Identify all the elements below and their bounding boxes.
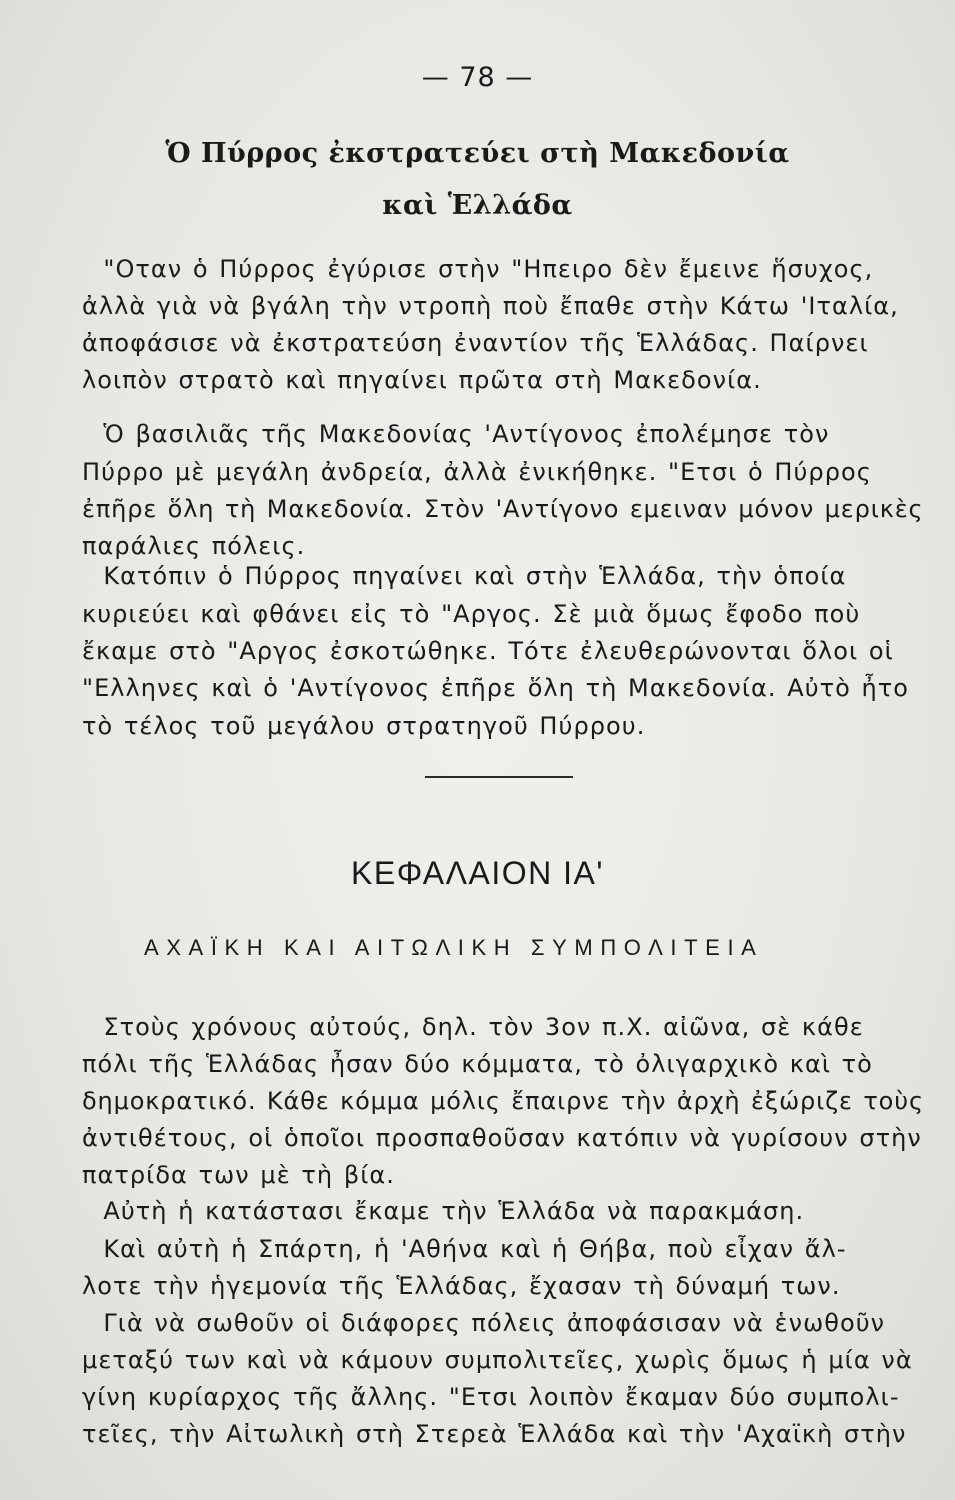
text-line: λοιπὸν στρατὸ καὶ πηγαίνει πρῶτα στὴ Μακεδονία. [82,366,762,394]
section-title: ΑΧΑΪΚΗ ΚΑΙ ΑΙΤΩΛΙΚΗ ΣΥΜΠΟΛΙΤΕΙΑ [144,935,764,960]
text-line: "Ελληνες καὶ ὁ 'Αντίγονος ἐπῆρε ὅλη τὴ Μακεδονία. Αὐτὸ ἦτο [82,674,910,702]
text-line: ἀποφάσισε νὰ ἐκστρατεύση ἐναντίον τῆς Ἑλλάδας. Παίρνει [82,329,869,357]
text-line: γίνη κυρίαρχος τῆς ἄλλης. "Ετσι λοιπὸν ἔκαμαν δύο συμπολι- [82,1383,900,1411]
text-line: Πύρρο μὲ μεγάλη ἀνδρεία, ἀλλὰ ἐνικήθηκε. "Ετσι ὁ Πύρρος [82,458,872,486]
text-line: ἀλλὰ γιὰ νὰ βγάλη τὴν ντροπὴ ποὺ ἔπαθε στὴν Κάτω 'Ιταλία, [82,292,899,320]
text-line: ἐπῆρε ὅλη τὴ Μακεδονία. Στὸν 'Αντίγονο εμειναν μόνον μερικὲς [82,495,924,523]
text-line: Γιὰ νὰ σωθοῦν οἱ διάφορες πόλεις ἀποφάσισαν νὰ ἑνωθοῦν [82,1309,886,1337]
text-line: λοτε τὴν ἡγεμονία τῆς Ἑλλάδας, ἔχασαν τὴ δύναμή των. [82,1272,841,1300]
chapter-title: ΚΕΦΑΛΑΙΟΝ ΙΑ' [351,855,604,891]
text-line: Στοὺς χρόνους αὐτούς, δηλ. τὸν 3ον π.Χ. αἰῶνα, σὲ κάθε [82,1013,864,1041]
text-line: δημοκρατικό. Κάθε κόμμα μόλις ἔπαιρνε τὴν ἀρχὴ ἐξώριζε τοὺς [82,1087,924,1115]
text-line: πατρίδα των μὲ τὴ βία. [82,1161,395,1189]
text-line: Καὶ αὐτὴ ἡ Σπάρτη, ἡ 'Αθήνα καὶ ἡ Θήβα, ποὺ εἶχαν ἄλ- [82,1235,847,1263]
text-line: τὸ τέλος τοῦ μεγάλου στρατηγοῦ Πύρρου. [82,712,646,740]
text-line: παράλιες πόλεις. [82,532,306,560]
text-line: ἔκαμε στὸ "Αργος ἐσκοτώθηκε. Τότε ἐλευθερώνονται ὅλοι οἱ [82,637,894,665]
page-number: — 78 — [421,62,534,93]
text-line: Ὁ βασιλιᾶς τῆς Μακεδονίας 'Αντίγονος ἐπολέμησε τὸν [82,420,830,448]
text-line: κυριεύει καὶ φθάνει εἰς τὸ "Αργος. Σὲ μιὰ ὅμως ἔφοδο ποὺ [82,600,861,628]
text-line: Κατόπιν ὁ Πύρρος πηγαίνει καὶ στὴν Ἑλλάδα, τὴν ὁποία [82,562,847,590]
text-line: τεῖες, τὴν Αἰτωλικὴ στὴ Στερεὰ Ἑλλάδα καὶ τὴν 'Αχαϊκὴ στὴν [82,1420,907,1448]
section-heading-line-1: Ὁ Πύρρος ἐκστρατεύει στὴ Μακεδονία [165,138,790,169]
section-heading-line-2: καὶ Ἑλλάδα [382,190,573,221]
text-line: "Οταν ὁ Πύρρος ἐγύρισε στὴν "Ηπειρο δὲν ἔμεινε ἥσυχος, [82,255,874,283]
section-divider [425,776,573,778]
text-line: πόλι τῆς Ἑλλάδας ἦσαν δύο κόμματα, τὸ ὀλιγαρχικὸ καὶ τὸ [82,1050,873,1078]
text-line: μεταξύ των καὶ νὰ κάμουν συμπολιτεῖες, χωρὶς ὅμως ἡ μία νὰ [82,1346,913,1374]
text-line: Αὐτὴ ἡ κατάστασι ἔκαμε τὴν Ἑλλάδα νὰ παρακμάση. [82,1197,805,1225]
text-line: ἀντιθέτους, οἱ ὁποῖοι προσπαθοῦσαν κατόπιν νὰ γυρίσουν στὴν [82,1124,922,1152]
